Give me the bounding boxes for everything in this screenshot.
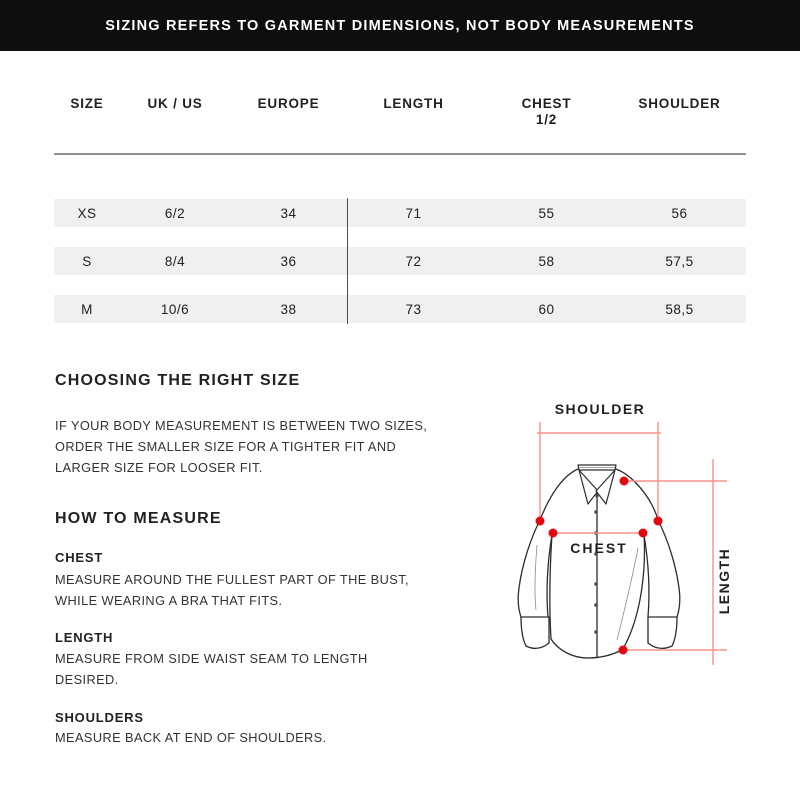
chest-subheading: CHEST bbox=[55, 550, 104, 565]
size-table bbox=[54, 88, 746, 328]
table-row: XS 6/2 34 71 55 56 bbox=[54, 199, 746, 227]
length-top-dot bbox=[620, 477, 629, 486]
column-header-chest: CHEST 1/2 bbox=[521, 96, 572, 127]
chest-left-dot bbox=[549, 529, 558, 538]
shirt-measurement-diagram bbox=[440, 390, 760, 680]
choosing-size-text: IF YOUR BODY MEASUREMENT IS BETWEEN TWO SIZES, ORDER THE SMALLER SIZE FOR A TIGHTER FIT AND LARGER SIZE FOR LOOSER FIT. bbox=[55, 418, 428, 475]
column-header-uk-us: UK / US bbox=[147, 96, 203, 111]
table-header-rule bbox=[54, 153, 746, 155]
sizing-disclaimer-text: SIZING REFERS TO GARMENT DIMENSIONS, NOT BODY MEASUREMENTS bbox=[105, 17, 695, 34]
shirt-button bbox=[594, 582, 598, 586]
shoulder-right-dot bbox=[654, 517, 663, 526]
column-header-length: LENGTH bbox=[383, 96, 444, 111]
table-row: M 10/6 38 73 60 58,5 bbox=[54, 295, 746, 323]
chest-right-dot bbox=[639, 529, 648, 538]
choosing-size-title: CHOOSING THE RIGHT SIZE bbox=[55, 372, 301, 389]
shirt-drawing bbox=[518, 465, 680, 658]
shirt-button bbox=[594, 603, 598, 607]
length-instructions: MEASURE FROM SIDE WAIST SEAM TO LENGTH DESIRED. bbox=[55, 651, 368, 687]
table-row: S 8/4 36 72 58 57,5 bbox=[54, 247, 746, 275]
column-header-shoulder: SHOULDER bbox=[638, 96, 721, 111]
length-diagram-label: LENGTH bbox=[716, 547, 732, 615]
shoulders-instructions: MEASURE BACK AT END OF SHOULDERS. bbox=[55, 730, 327, 745]
shoulder-diagram-label: SHOULDER bbox=[554, 401, 646, 417]
shirt-button bbox=[594, 510, 598, 514]
how-to-measure-title: HOW TO MEASURE bbox=[55, 510, 222, 527]
column-header-size: SIZE bbox=[70, 96, 104, 111]
shoulders-subheading: SHOULDERS bbox=[55, 710, 144, 725]
size-table-header-row bbox=[54, 96, 746, 128]
shoulder-left-dot bbox=[536, 517, 545, 526]
table-vertical-divider bbox=[347, 198, 349, 324]
shirt-button bbox=[595, 494, 598, 497]
shirt-button bbox=[594, 630, 598, 634]
chest-instructions: MEASURE AROUND THE FULLEST PART OF THE BUST, WHILE WEARING A BRA THAT FITS. bbox=[55, 572, 409, 608]
chest-diagram-label: CHEST bbox=[570, 540, 628, 556]
length-subheading: LENGTH bbox=[55, 630, 114, 645]
sizing-disclaimer-banner bbox=[0, 0, 800, 51]
length-bottom-dot bbox=[619, 646, 628, 655]
column-header-europe: EUROPE bbox=[257, 96, 320, 111]
